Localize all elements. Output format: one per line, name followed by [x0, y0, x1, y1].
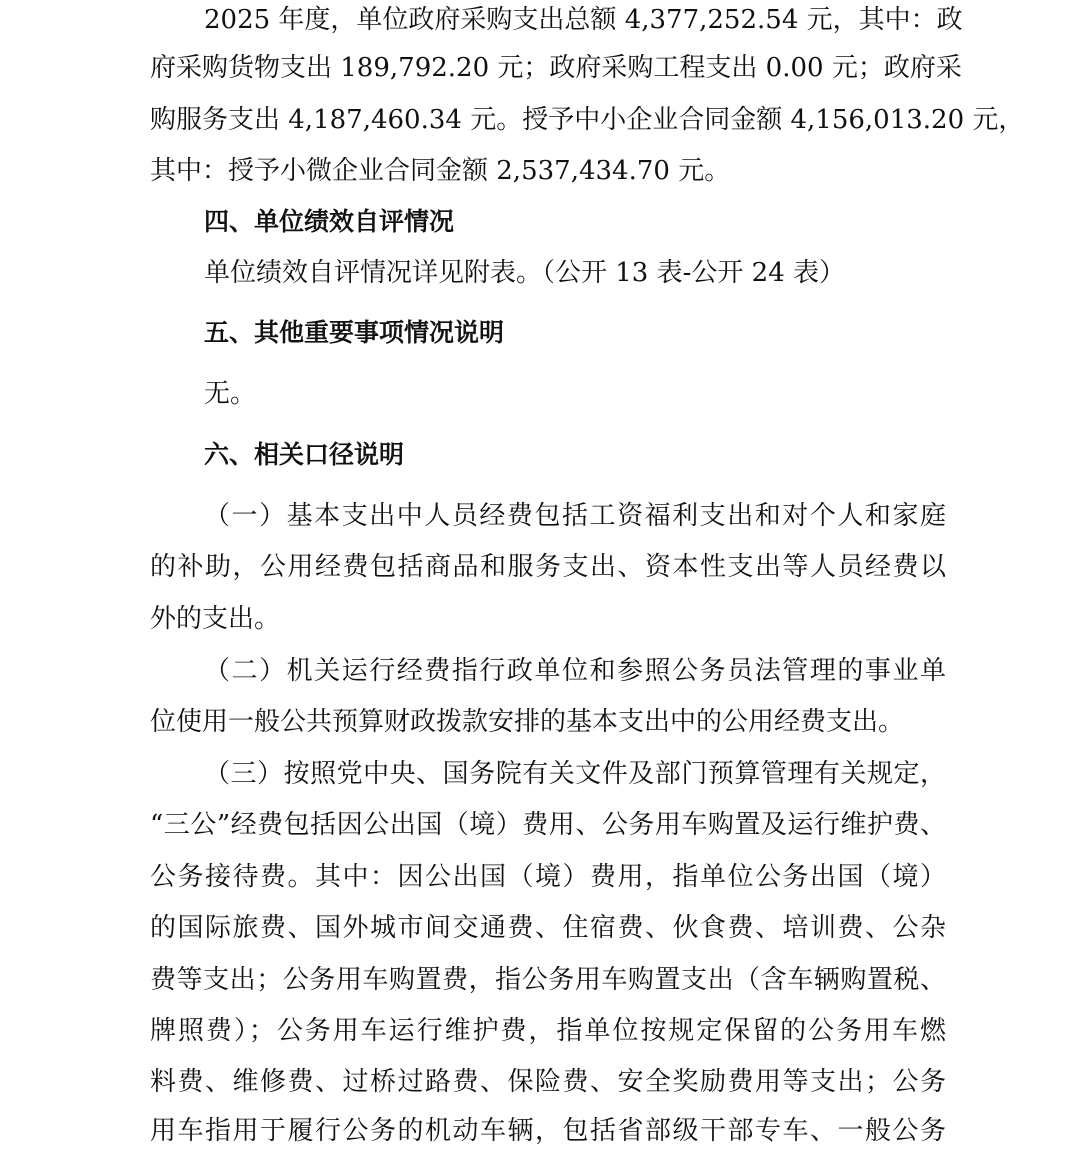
paragraph-2-line-2: 位使用一般公共预算财政拨款安排的基本支出中的公用经费支出。	[150, 707, 905, 737]
paragraph-3-line-2: “三公”经费包括因公出国（境）费用、公务用车购置及运行维护费、	[150, 810, 946, 840]
paragraph-3-line-1: （三）按照党中央、国务院有关文件及部门预算管理有关规定，	[204, 759, 946, 789]
paragraph-1-line-3: 外的支出。	[150, 604, 281, 634]
paragraph-3-line-5: 费等支出；公务用车购置费，指公务用车购置支出（含车辆购置税、	[150, 965, 946, 995]
paragraph-1-line-2: 的补助，公用经费包括商品和服务支出、资本性支出等人员经费以	[150, 552, 946, 582]
paragraph-3-line-7: 料费、维修费、过桥过路费、保险费、安全奖励费用等支出；公务	[150, 1067, 946, 1097]
paragraph-3-line-4: 的国际旅费、国外城市间交通费、住宿费、伙食费、培训费、公杂	[150, 913, 946, 943]
procurement-line-1: 2025 年度，单位政府采购支出总额 4,377,252.54 元，其中：政	[204, 5, 963, 35]
section-5-heading: 五、其他重要事项情况说明	[204, 318, 505, 347]
procurement-line-4: 其中：授予小微企业合同金额 2,537,434.70 元。	[150, 156, 731, 186]
procurement-line-2: 府采购货物支出 189,792.20 元；政府采购工程支出 0.00 元；政府采	[150, 53, 962, 83]
paragraph-1-line-1: （一）基本支出中人员经费包括工资福利支出和对个人和家庭	[204, 501, 946, 531]
section-4-heading: 四、单位绩效自评情况	[204, 207, 455, 236]
section-6-heading: 六、相关口径说明	[204, 440, 405, 469]
paragraph-2-line-1: （二）机关运行经费指行政单位和参照公务员法管理的事业单	[204, 656, 946, 686]
paragraph-3-line-8: 用车指用于履行公务的机动车辆，包括省部级干部专车、一般公务	[150, 1116, 946, 1146]
paragraph-3-line-3: 公务接待费。其中：因公出国（境）费用，指单位公务出国（境）	[150, 862, 946, 892]
paragraph-3-line-6: 牌照费）；公务用车运行维护费，指单位按规定保留的公务用车燃	[150, 1016, 946, 1046]
section-5-text: 无。	[204, 379, 257, 409]
section-4-text: 单位绩效自评情况详见附表。（公开 13 表-公开 24 表）	[204, 258, 846, 288]
procurement-line-3: 购服务支出 4,187,460.34 元。授予中小企业合同金额 4,156,013.20 元，	[150, 105, 1025, 135]
